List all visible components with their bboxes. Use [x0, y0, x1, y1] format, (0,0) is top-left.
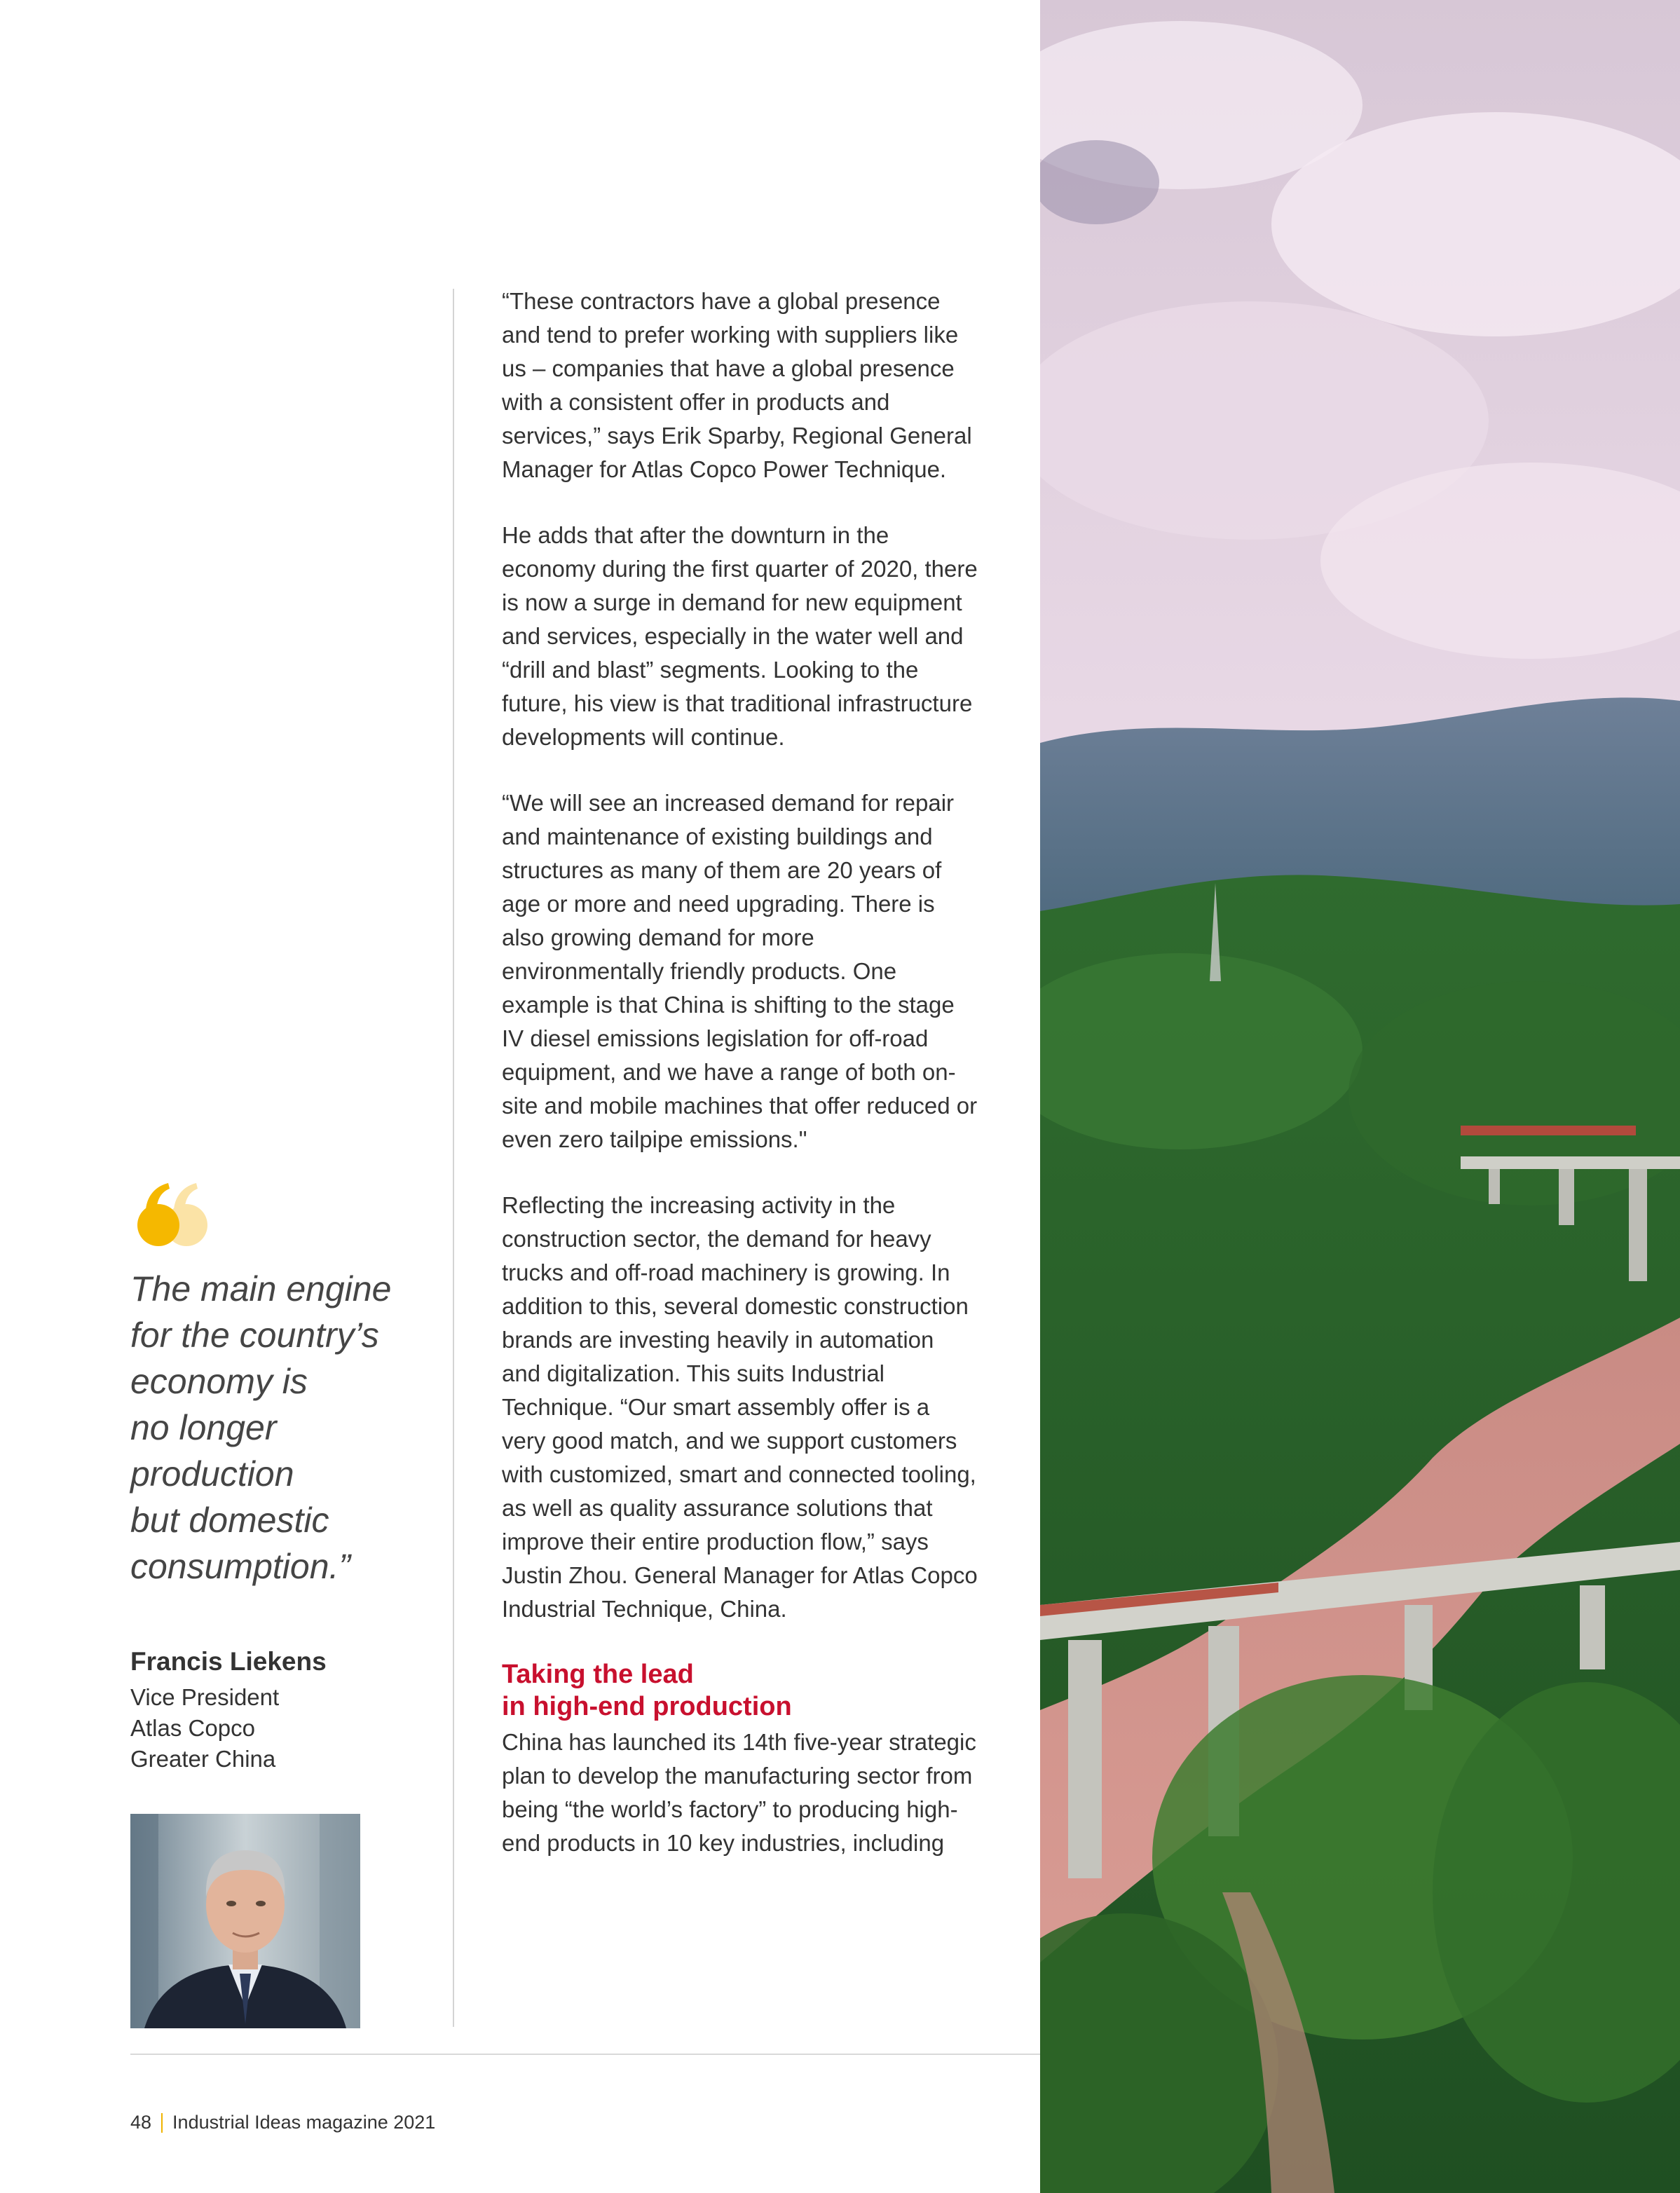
body-paragraph: Reflecting the increasing activity in the construction sector, the demand for heavy trucks and off-road machinery is growing. In addition to this, several domestic construction brands are investing heavily in automation and digitalization. This suits Industrial Technique. “Our smart assembly offer is a very good match, and we support customers with customized, smart and connected tooling, as well as quality assurance solutions that improve their entire production flow,” says Justin Zhou. General Manager for Atlas Copco Industrial Technique, China.	[502, 1192, 978, 1622]
body-paragraph: “These contractors have a global presence and tend to prefer working with suppliers like us – companies that have a global presence with a consistent offer in products and services,” says Erik Sparby, Regional General Manager for Atlas Copco Power Technique.	[502, 288, 972, 482]
section-subheading: Taking the lead in high-end production	[502, 1660, 792, 1721]
page-footer	[130, 2112, 435, 2133]
footer-divider	[130, 2054, 1040, 2055]
author-portrait	[130, 1814, 360, 2028]
page-number: 48	[130, 2112, 152, 2133]
publication-title: Industrial Ideas magazine 2021	[172, 2112, 436, 2133]
quote-author-name: Francis Liekens	[130, 1647, 327, 1676]
quote-marks-icon	[130, 1182, 214, 1249]
body-paragraph: China has launched its 14th five-year strategic plan to develop the manufacturing sector from being “the world’s factory” to producing high-end products in 10 key industries, including	[502, 1729, 976, 1856]
pull-quote: The main engine for the country’s economy is no longer production but domestic consumption.”	[130, 1269, 392, 1586]
landscape-photo	[1040, 0, 1680, 2193]
body-paragraph: “We will see an increased demand for repair and maintenance of existing buildings and structures as many of them are 20 years of age or more and need upgrading. There is also growing demand for more environmentally friendly products. One example is that China is shifting to the stage IV diesel emissions legislation for off-road equipment, and we have a range of both on-site and mobile machines that offer reduced or even zero tailpipe emissions."	[502, 790, 978, 1152]
quote-author-role: Vice President Atlas Copco Greater China	[130, 1684, 280, 1772]
footer-separator	[161, 2113, 163, 2133]
column-divider	[453, 289, 454, 2027]
body-paragraph: He adds that after the downturn in the economy during the first quarter of 2020, there is now a surge in demand for new equipment and services, especially in the water well and “drill and blast” segments. Looking to the future, his view is that traditional infrastructure developments will continue.	[502, 522, 978, 750]
article-body	[502, 285, 978, 1860]
